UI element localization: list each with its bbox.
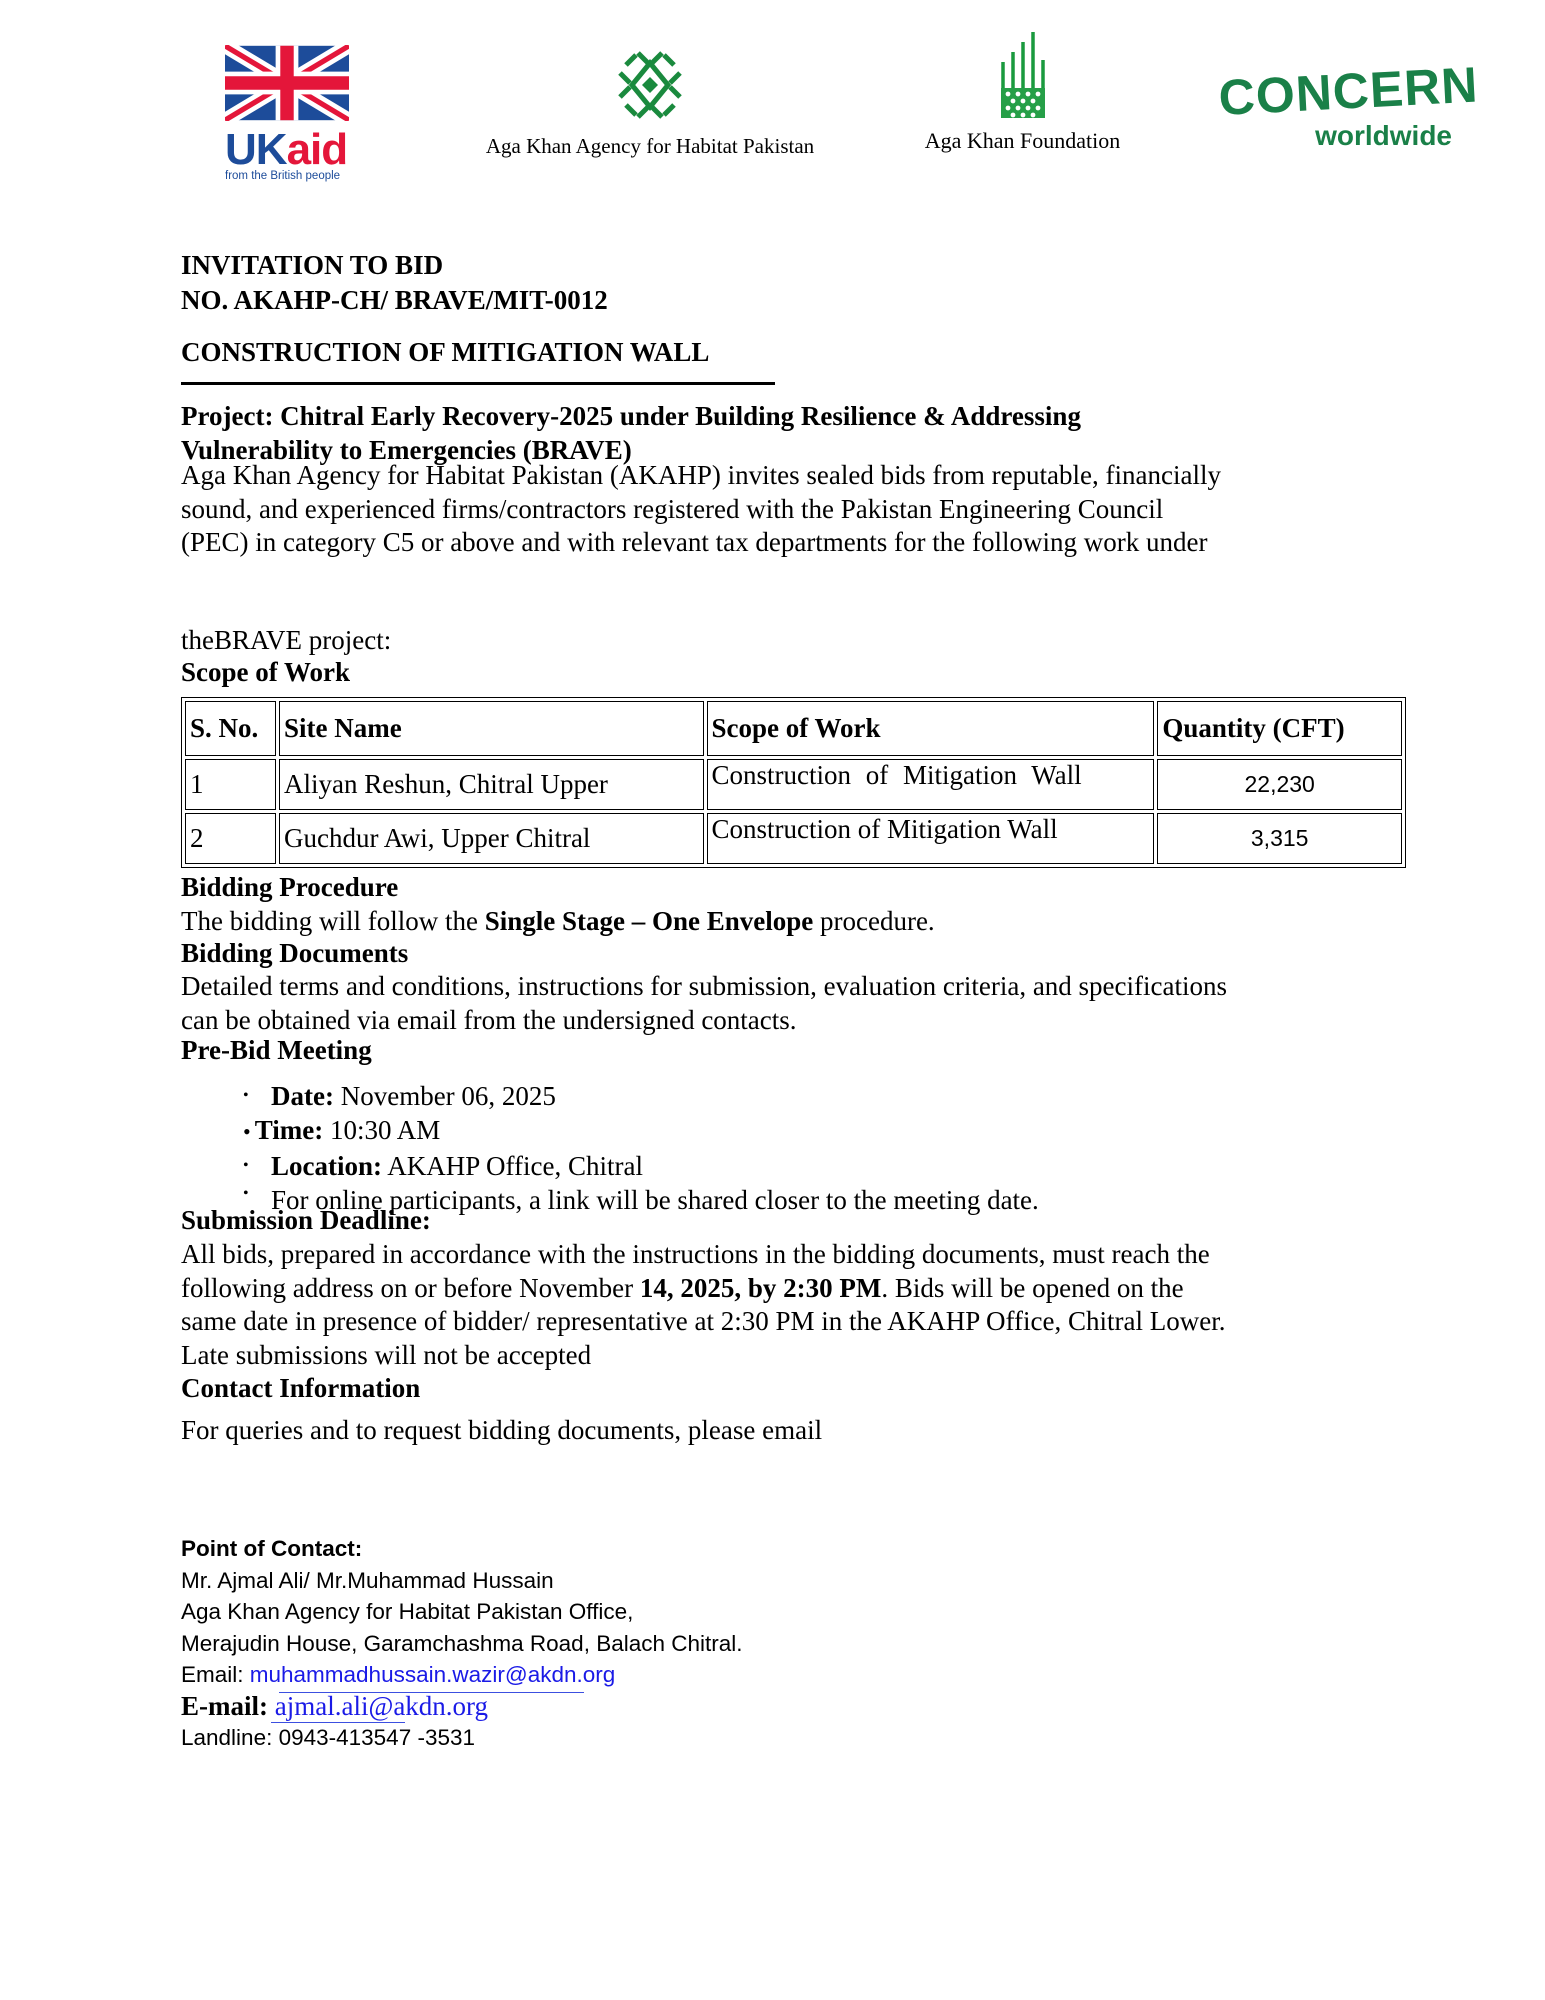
- item-label: Date:: [271, 1081, 334, 1111]
- text-span: procedure.: [813, 906, 935, 936]
- column-header: S. No.: [185, 701, 276, 756]
- poc-email2-row: [181, 1691, 743, 1722]
- poc-office: Aga Khan Agency for Habitat Pakistan Office,: [181, 1599, 634, 1624]
- bidding-procedure-text: [181, 905, 935, 939]
- column-header: Site Name: [279, 701, 704, 756]
- item-value: 10:30 AM: [323, 1115, 441, 1145]
- email-label: Email:: [181, 1662, 250, 1687]
- email-link-ajmal[interactable]: ajmal.ali@akdn.org: [274, 1690, 489, 1721]
- concern-name: CONCERN: [1217, 56, 1480, 126]
- text-line: can be obtained via email from the undersigned contacts.: [181, 1004, 797, 1035]
- item-value: November 06, 2025: [333, 1081, 556, 1111]
- cell-scope: Construction of Mitigation Wall: [707, 813, 1155, 864]
- ukaid-aid-text: aid: [286, 125, 348, 174]
- text-line: Late submissions will not be accepted: [181, 1339, 592, 1370]
- intro-line: theBRAVE project:: [181, 625, 392, 655]
- text-span: following address on or before November: [181, 1272, 640, 1303]
- table-row: [185, 813, 1402, 864]
- union-jack-icon: [225, 45, 349, 121]
- bid-number: NO. AKAHP-CH/ BRAVE/MIT-0012: [181, 285, 608, 315]
- akf-emblem-icon: [993, 30, 1053, 125]
- intro-line: (PEC) in category C5 or above and with relevant tax departments for the following work under: [181, 527, 1208, 557]
- poc-address: Merajudin House, Garamchashma Road, Balach Chitral.: [181, 1630, 743, 1656]
- bidding-procedure-heading: Bidding Procedure: [181, 872, 399, 902]
- column-header: Scope of Work: [707, 701, 1155, 756]
- bullet-icon: •: [243, 1157, 249, 1174]
- cell-site: Aliyan Reshun, Chitral Upper: [279, 759, 704, 810]
- deadline-datetime: 14, 2025, by 2:30 PM: [639, 1272, 882, 1303]
- intro-line: sound, and experienced firms/contractors registered with the Pakistan Engineering Council: [181, 493, 1164, 524]
- cell-sno: 2: [185, 813, 276, 864]
- poc-names: Mr. Ajmal Ali/ Mr.Muhammad Hussain: [181, 1567, 554, 1593]
- akah-emblem-icon: [610, 45, 690, 125]
- item-label: Time:: [254, 1115, 324, 1145]
- akah-caption: Aga Khan Agency for Habitat Pakistan: [485, 134, 815, 158]
- poc-landline: Landline: 0943-413547 -3531: [181, 1724, 476, 1750]
- contact-info-heading: Contact Information: [181, 1373, 421, 1403]
- link-underline: [271, 1722, 405, 1723]
- text-line: [181, 1272, 1421, 1306]
- scope-heading: Scope of Work: [181, 657, 351, 687]
- title-line-1: INVITATION TO BID: [181, 250, 444, 280]
- text-span: . Bids will be opened on the: [881, 1272, 1184, 1303]
- list-item: [243, 1113, 1039, 1149]
- deadline-text: [181, 1238, 1421, 1372]
- column-header: Quantity (CFT): [1157, 701, 1402, 756]
- intro-line: Aga Khan Agency for Habitat Pakistan (AKAHP) invites sealed bids from reputable, financially: [181, 460, 1221, 490]
- concern-worldwide-logo: [1217, 56, 1480, 151]
- item-value: AKAHP Office, Chitral: [382, 1151, 643, 1181]
- item-value: For online participants, a link will be shared closer to the meeting date.: [271, 1185, 1039, 1215]
- ukaid-tagline: from the British people: [225, 170, 341, 182]
- bidding-documents-heading: Bidding Documents: [181, 938, 409, 968]
- akf-caption: Aga Khan Foundation: [924, 128, 1121, 153]
- title-divider: [181, 382, 775, 385]
- table-row: [185, 759, 1402, 810]
- pre-bid-heading: Pre-Bid Meeting: [181, 1035, 372, 1065]
- poc-email-row: [181, 1659, 743, 1691]
- akah-logo: [470, 45, 830, 159]
- bullet-icon: •: [243, 1087, 249, 1104]
- cell-sno: 1: [185, 759, 276, 810]
- cell-scope: [707, 759, 1155, 810]
- text-span: The bidding will follow the: [181, 906, 485, 936]
- item-label: Location:: [271, 1151, 382, 1181]
- pre-bid-list: [245, 1079, 1039, 1217]
- invitation-title: [181, 248, 608, 318]
- subject-title: CONSTRUCTION OF MITIGATION WALL: [181, 337, 710, 367]
- text-line: same date in presence of bidder/ representative at 2:30 PM in the AKAHP Office, Chitral Lower.: [181, 1306, 1226, 1336]
- cell-qty: 3,315: [1157, 813, 1402, 864]
- cell-qty: 22,230: [1157, 759, 1402, 810]
- cell-site: Guchdur Awi, Upper Chitral: [279, 813, 704, 864]
- email2-label: E-mail:: [181, 1690, 275, 1721]
- list-item: [245, 1149, 1039, 1183]
- akf-logo: [900, 30, 1145, 154]
- project-line-1: Project: Chitral Early Recovery-2025 under Building Resilience & Addressing: [181, 401, 1081, 431]
- table-header-row: [185, 701, 1402, 756]
- ukaid-uk-text: UK: [225, 125, 287, 174]
- contact-info-text: For queries and to request bidding documents, please email: [181, 1415, 823, 1445]
- point-of-contact: [181, 1533, 743, 1753]
- deadline-heading: Submission Deadline:: [181, 1205, 431, 1235]
- text-line: Detailed terms and conditions, instructions for submission, evaluation criteria, and specifications: [181, 971, 1227, 1001]
- bullet-icon: •: [243, 1119, 251, 1144]
- procedure-type: Single Stage – One Envelope: [484, 906, 814, 936]
- project-line-2: Vulnerability to Emergencies (BRAVE): [181, 434, 632, 465]
- poc-heading: Point of Contact:: [181, 1536, 363, 1561]
- project-title: [181, 400, 1381, 467]
- scope-table: [181, 697, 1406, 868]
- bidding-documents-text: [181, 970, 1421, 1037]
- bullet-icon: •: [243, 1185, 249, 1202]
- ukaid-logo: [225, 45, 355, 182]
- text-line: All bids, prepared in accordance with the instructions in the bidding documents, must reach the: [181, 1239, 1210, 1269]
- list-item: [245, 1079, 1039, 1113]
- cell-scope-text: Construction of Mitigation Wall: [711, 760, 1082, 790]
- email-link-muhammad[interactable]: muhammadhussain.wazir@akdn.org: [249, 1662, 616, 1687]
- intro-paragraph: [181, 459, 1411, 560]
- concern-sub: worldwide: [1315, 120, 1452, 151]
